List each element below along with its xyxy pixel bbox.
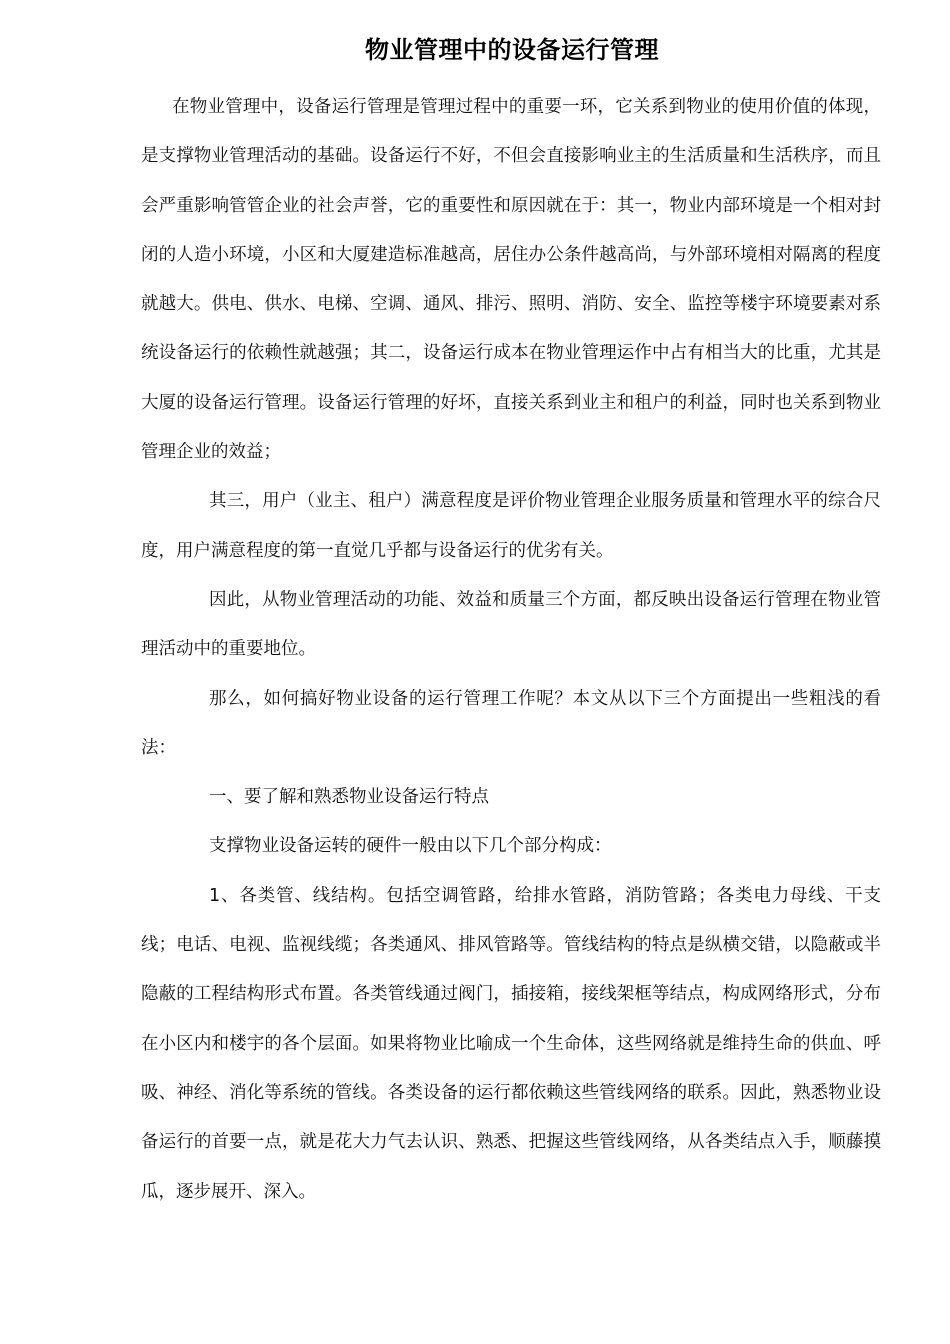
- paragraph-intro: 在物业管理中，设备运行管理是管理过程中的重要一环，它关系到物业的使用价值的体现，是支撑物业管理活动的基础。设备运行不好，不但会直接影响业主的生活质量和生活秩序，而且会严重影响管管企业的社会声誉，它的重要性和原因就在于：其一，物业内部环境是一个相对封闭的人造小环境，小区和大厦建造标准越高，居住办公条件越高尚，与外部环境相对隔离的程度就越大。供电、供水、电梯、空调、通风、排污、照明、消防、安全、监控等楼宇环境要素对系统设备运行的依赖性就越强；其二，设备运行成本在物业管理运作中占有相当大的比重，尤其是大厦的设备运行管理。设备运行管理的好坏，直接关系到业主和租户的利益，同时也关系到物业管理企业的效益；: [141, 97, 881, 463]
- paragraph-item-one: 1、各类管、线结构。包括空调管路，给排水管路，消防管路；各类电力母线、干支线；电话、电视、监视线缆；各类通风、排风管路等。管线结构的特点是纵横交错，以隐蔽或半隐蔽的工程结构形式布置。各类管线通过阀门，插接箱，接线架框等结点，构成网络形式，分布在小区内和楼宇的各个层面。如果将物业比喻成一个生命体，这些网络就是维持生命的供血、呼吸、神经、消化等系统的管线。各类设备的运行都依赖这些管线网络的联系。因此，熟悉物业设备运行的首要一点，就是花大力气去认识、熟悉、把握这些管线网络，从各类结点入手，顺藤摸瓜，逐步展开、深入。: [141, 885, 881, 1202]
- paragraph-question: 那么，如何搞好物业设备的运行管理工作呢？本文从以下三个方面提出一些粗浅的看法：: [141, 688, 881, 758]
- document-body: [141, 83, 881, 1217]
- paragraph-hardware-intro: 支撑物业设备运转的硬件一般由以下几个部分构成：: [209, 836, 612, 857]
- section-heading-one: 一、要了解和熟悉物业设备运行特点: [209, 787, 489, 808]
- paragraph-therefore: 因此，从物业管理活动的功能、效益和质量三个方面，都反映出设备运行管理在物业管理活动中的重要地位。: [141, 589, 881, 660]
- document-title: 物业管理中的设备运行管理: [365, 36, 659, 64]
- paragraph-point-three: 其三，用户（业主、租户）满意程度是评价物业管理企业服务质量和管理水平的综合尺度，用户满意程度的第一直觉几乎都与设备运行的优劣有关。: [141, 491, 881, 561]
